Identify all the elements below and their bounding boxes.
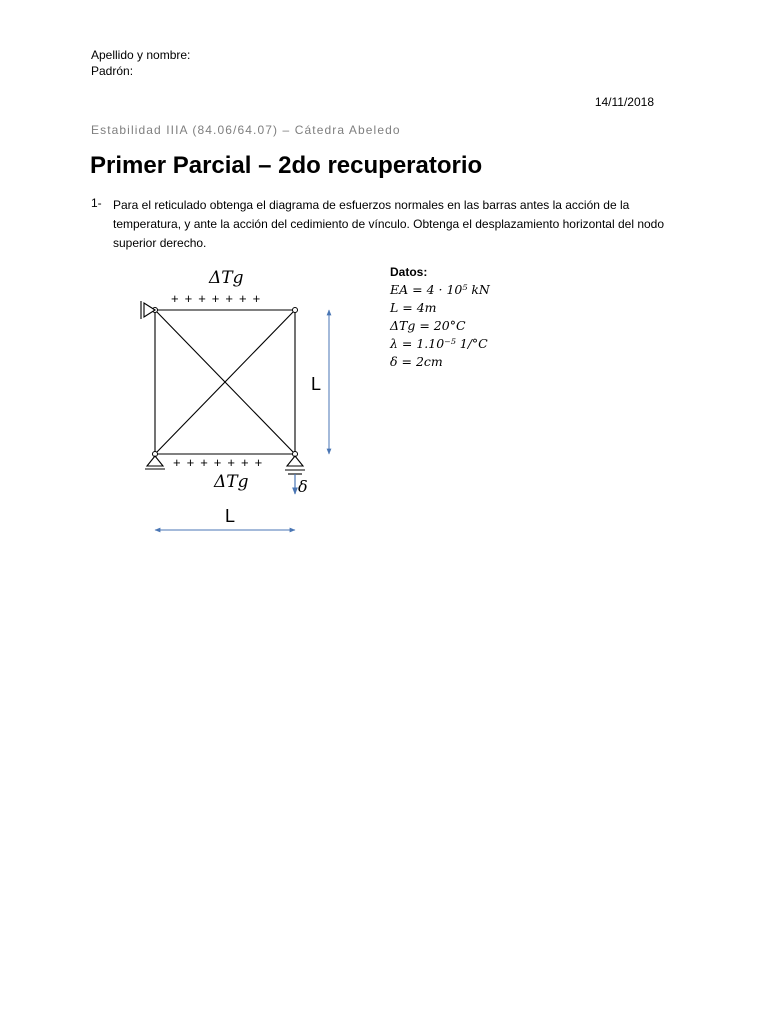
plus-signs-top: + + + + + + +: [171, 291, 262, 306]
pin-support-bottom-left-icon: [145, 456, 165, 469]
datum-length: L = 4m: [390, 300, 437, 315]
delta-t-bottom-label: ΔTg: [214, 472, 249, 492]
roller-support-bottom-right-icon: [285, 456, 305, 474]
delta-settlement-label: δ: [298, 477, 308, 496]
plus-signs-bottom: + + + + + + +: [173, 455, 264, 470]
datum-ea: EA = 4 · 10⁵ kN: [390, 282, 490, 297]
course-subtitle: Estabilidad IIIA (84.06/64.07) – Cátedra Abeledo: [91, 123, 401, 137]
name-label: Apellido y nombre:: [91, 48, 191, 62]
delta-t-top-label: ΔTg: [209, 268, 244, 288]
truss-bars: [155, 310, 295, 454]
datos-heading: Datos:: [390, 265, 428, 279]
datum-lambda: λ = 1.10⁻⁵ 1/°C: [390, 336, 488, 351]
question-text: Para el reticulado obtenga el diagrama de esfuerzos normales en las barras antes la acción de la temperatura, y ante la acción del cedimiento de vínculo. Obtenga el desplazamiento horizontal del nodo superior derecho.: [113, 198, 665, 250]
page-title: Primer Parcial – 2do recuperatorio: [90, 152, 483, 179]
pin-support-top-left-icon: [141, 301, 155, 319]
length-label-vertical: L: [311, 374, 322, 394]
node-top-right: [293, 308, 298, 313]
question-number: 1-: [91, 196, 102, 210]
padron-label: Padrón:: [91, 64, 134, 78]
length-label-horizontal: L: [225, 506, 236, 526]
datum-delta: δ = 2cm: [390, 354, 443, 369]
datum-delta-t: ΔTg = 20°C: [390, 318, 466, 333]
exam-date: 14/11/2018: [594, 95, 654, 109]
